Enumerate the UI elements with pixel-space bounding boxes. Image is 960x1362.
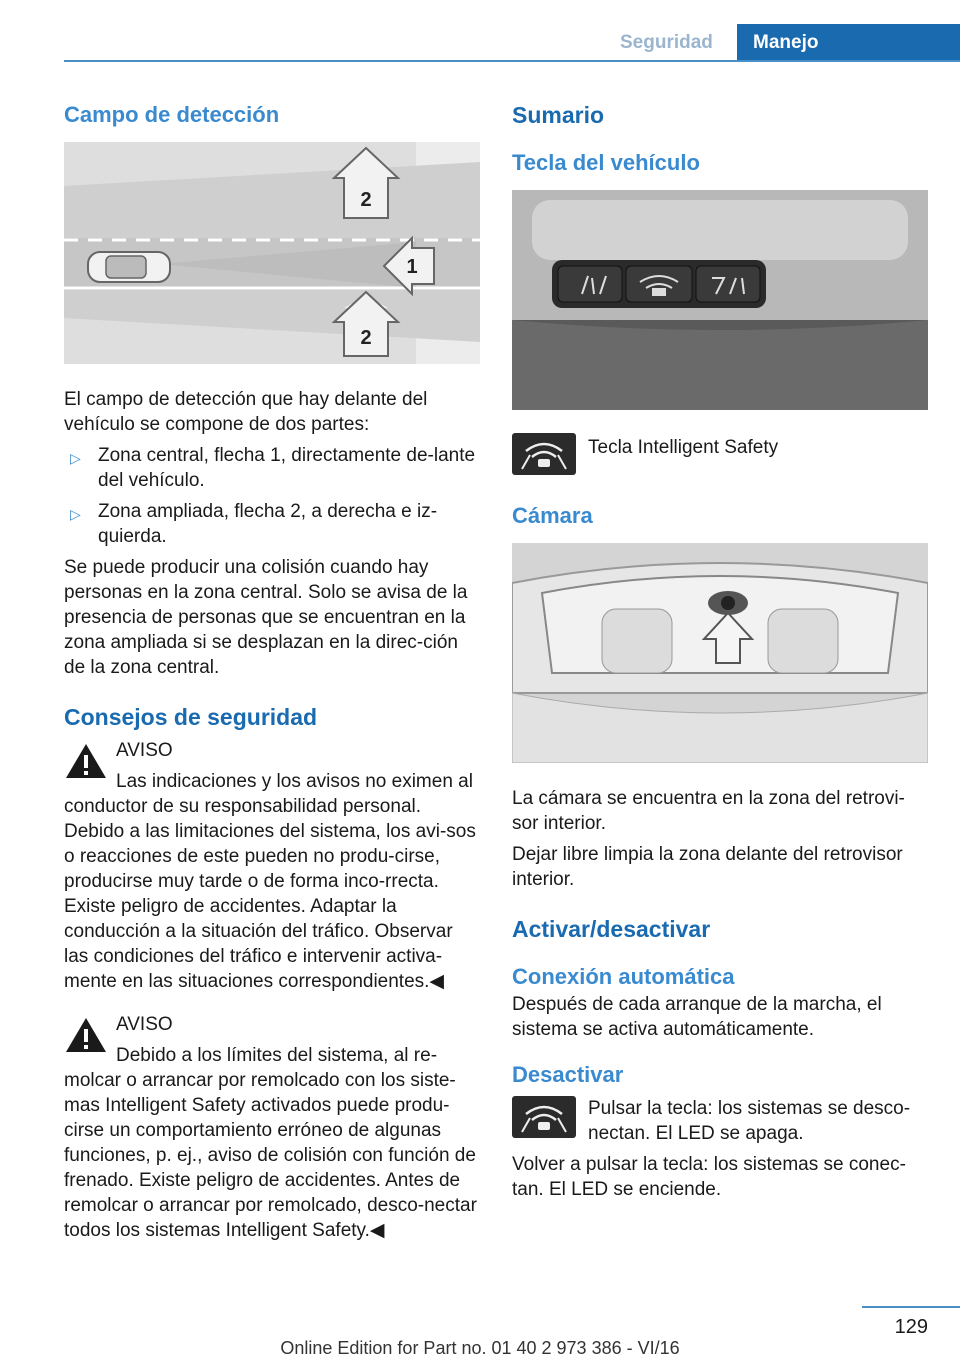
warning-triangle-icon [64,1016,108,1054]
triangle-bullet-icon: ▷ [70,450,81,466]
left-column [64,100,480,1243]
tab-manejo[interactable]: Manejo [737,24,960,61]
tecla-caption-row [512,433,928,483]
conexion-text: Después de cada arranque de la marcha, el sistema se activa automáticamente. [512,994,882,1040]
svg-text:2: 2 [360,189,372,211]
reactivar-text: Volver a pulsar la tecla: los sistemas se conec‐tan. El LED se enciende. [512,1154,906,1200]
right-column [512,100,928,1202]
intelligent-safety-button-icon [512,433,576,475]
warning-title: AVISO [116,1014,173,1035]
svg-text:2: 2 [360,327,372,349]
car-icon [88,252,170,282]
camara-paragraph-1: La cámara se encuentra en la zona del retrovi‐sor interior. [512,788,905,834]
intro-text: El campo de detección que hay delante del vehículo se compone de dos partes: [64,389,428,435]
tecla-caption: Tecla Intelligent Safety [588,437,779,458]
warning-triangle-icon [64,742,108,780]
intelligent-safety-button-icon [512,1096,576,1138]
detection-field-figure [64,142,480,364]
triangle-bullet-icon: ▷ [70,506,81,522]
section-title-conexion: Conexión automática [512,964,735,989]
warning-block [64,1012,480,1243]
header-rule [64,60,960,62]
vehicle-button-photo [512,190,928,410]
list-item: ▷ Zona ampliada, flecha 2, a derecha e iz‐quierda. [70,501,438,547]
section-title-activar: Activar/desactivar [512,916,711,942]
camera-location-photo [512,543,928,763]
tab-seguridad[interactable]: Seguridad [620,32,713,53]
section-title-camara: Cámara [512,503,593,528]
warning-text: Debido a los límites del sistema, al re‐molcar o arrancar por remolcado con los siste‐mas Intelligent Safety activados puede produ‐cirse un comportamiento erróneo de algunas funciones, p. ej., aviso de colisión con función de frenado. Existe peligro de accidentes. Antes de remolcar o arrancar por remolcado, desco‐nectar todos los sistemas Intelligent Safety.◀ [64,1045,477,1241]
collision-paragraph: Se puede producir una colisión cuando hay personas en la zona central. Solo se avisa de la presencia de personas que se encuentran en la zona ampliada si se desplazan en la direc‐ción de la zona central. [64,557,468,678]
warning-title: AVISO [116,740,173,761]
edition-footer: Online Edition for Part no. 01 40 2 973 386 - VI/16 [280,1338,680,1358]
zone-list [64,443,480,549]
svg-text:1: 1 [406,256,418,278]
camara-paragraph-2: Dejar libre limpia la zona delante del retrovisor interior. [512,844,903,890]
desactivar-text: Pulsar la tecla: los sistemas se desco‐nectan. El LED se apaga. [588,1098,911,1144]
section-title-campo: Campo de detección [64,102,280,127]
list-item: ▷ Zona central, flecha 1, directamente de‐lante del vehículo. [70,445,476,491]
section-title-desactivar: Desactivar [512,1062,624,1087]
section-title-tecla: Tecla del vehículo [512,150,700,175]
footer-rule [862,1306,960,1308]
warning-text: Las indicaciones y los avisos no eximen al conductor de su responsabilidad personal. Debido a las limitaciones del sistema, los avi‐sos o reacciones de este pueden no produ‐cirse, producirse muy tarde o de forma inco‐rrecta. Existe peligro de accidentes. Adaptar la conducción a la situación del tráfico. Observar las condiciones del tráfico e intervenir activa‐mente en las situaciones correspondientes.◀ [64,771,476,992]
warning-block [64,738,480,994]
section-title-safety: Consejos de seguridad [64,704,318,730]
page-number: 129 [894,1316,928,1338]
desactivar-row [512,1096,928,1146]
section-title-sumario: Sumario [512,102,605,128]
